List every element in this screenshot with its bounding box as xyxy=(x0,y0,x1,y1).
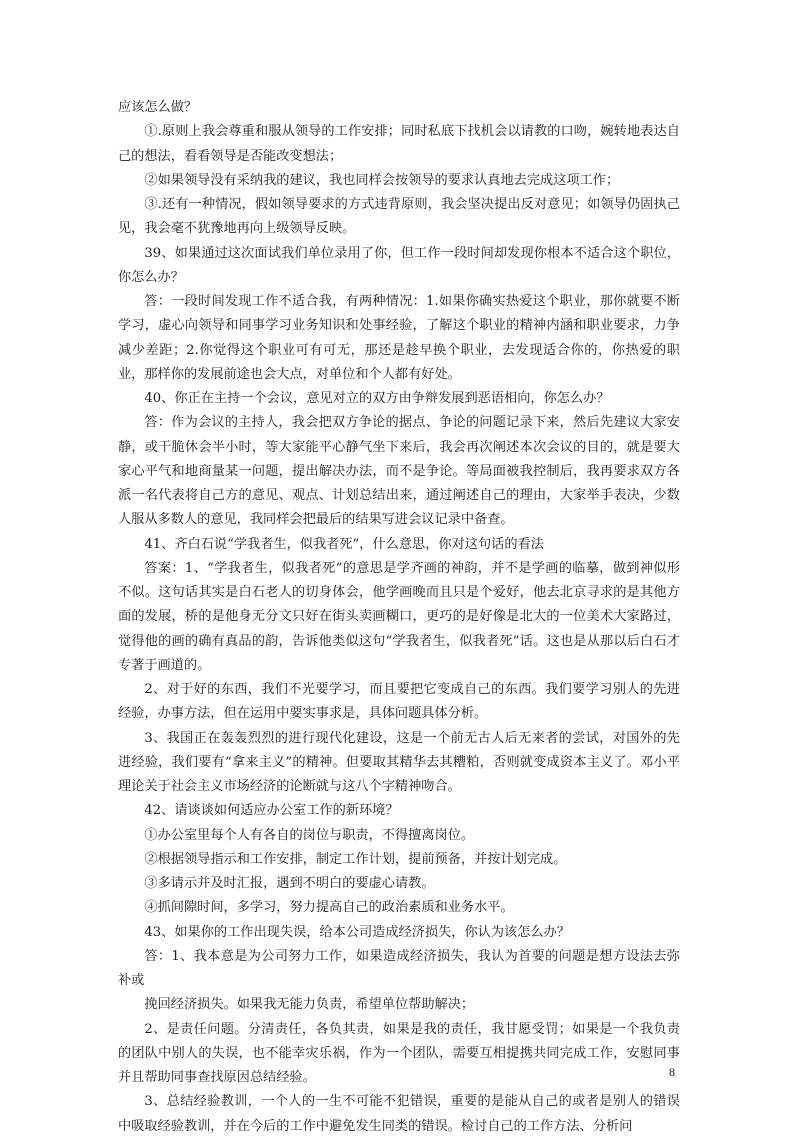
page-number: 8 xyxy=(669,1065,675,1079)
paragraph: 答：作为会议的主持人，我会把双方争论的据点、争论的问题记录下来，然后先建议大家安静，或干脆休会半小时，等大家能平心静气坐下来后，我会再次阐述本次会议的目的，就是要大家心平气和地商量某一问题，提出解决办法，而不是争论。等局面被我控制后，我再要求双方各派一名代表将自己方的意见、观点、计划总结出来，通过阐述自己的理由，大家举手表决，少数人服从多数人的意见，我同样会把最后的结果写进会议记录中备查。 xyxy=(118,415,680,528)
paragraph: 3、我国正在轰轰烈烈的进行现代化建设，这是一个前无古人后无来者的尝试，对国外的先进经验，我们要有“拿来主义”的精神。但要取其精华去其糟粕，否则就变成资本主义了。邓小平理论关于社会主义市场经济的论断就与这八个字精神吻合。 xyxy=(118,730,680,794)
paragraph: 挽回经济损失。如果我无能力负责，希望单位帮助解决； xyxy=(144,997,475,1013)
list-item: ④抓间隙时间，多学习，努力提高自己的政治素质和业务水平。 xyxy=(144,900,514,916)
paragraph: ①.原则上我会尊重和服从领导的工作安排；同时私底下找机会以请教的口吻，婉转地表达自己的想法，看看领导是否能改变想法； xyxy=(118,124,680,164)
paragraph: ②如果领导没有采纳我的建议，我也同样会按领导的要求认真地去完成这项工作； xyxy=(144,172,620,188)
paragraph: 2、对于好的东西，我们不光要学习，而且要把它变成自己的东西。我们要学习别人的先进经验，办事方法，但在运用中要实事求是，具体问题具体分析。 xyxy=(118,682,680,722)
list-item: ③多请示并及时汇报，遇到不明白的要虚心请教。 xyxy=(144,876,435,891)
paragraph: 答案：1、“学我者生，似我者死”的意思是学齐画的神韵，并不是学画的临摹，做到神似形不似。这句话其实是白石老人的切身体会，他学画晚而且只是个爱好，他去北京寻求的是其他方面的发展，桥的是他身无分文只好在街头卖画糊口，更巧的是好像是北大的一位美术大家路过，觉得他的画的确有真品的韵，告诉他类似这句“学我者生，似我者死”话。这也是从那以后白石才专著于画道的。 xyxy=(118,560,680,673)
paragraph: 2、是责任问题。分清责任，各负其责，如果是我的责任，我甘愿受罚；如果是一个我负责的团队中别人的失误，也不能幸灾乐祸，作为一个团队，需要互相提携共同完成工作，安慰同事并且帮助同事查找原因总结经验。 xyxy=(118,1021,680,1085)
question-heading: 41、齐白石说“学我者生，似我者死”，什么意思，你对这句话的看法 xyxy=(144,536,544,552)
paragraph: 应该怎么做？ xyxy=(118,100,198,115)
paragraph: 答：一段时间发现工作不适合我，有两种情况：1.如果你确实热爱这个职业，那你就要不断学习，虚心向领导和同事学习业务知识和处事经验，了解这个职业的精神内涵和职业要求，力争减少差距；2.你觉得这个职业可有可无，那还是趁早换个职业，去发现适合你的，你热爱的职业，那样你的发展前途也会大点，对单位和个人都有好处。 xyxy=(118,294,680,382)
list-item: ②根据领导指示和工作安排，制定工作计划，提前预备，并按计划完成。 xyxy=(144,851,567,867)
question-heading: 40、你正在主持一个会议，意见对立的双方由争辩发展到恶语相向，你怎么办？ xyxy=(144,391,610,406)
document-body xyxy=(118,96,680,1139)
question-heading: 42、请谈谈如何适应办公室工作的新环境？ xyxy=(144,803,399,819)
paragraph: 3、总结经验教训，一个人的一生不可能不犯错误，重要的是能从自己的或者是别人的错误中吸取经验教训，并在今后的工作中避免发生同类的错误。检讨自己的工作方法、分析问 xyxy=(118,1094,680,1134)
question-heading: 43、如果你的工作出现失误，给本公司造成经济损失，你认为该怎么办？ xyxy=(144,924,570,940)
question-heading: 39、如果通过这次面试我们单位录用了你，但工作一段时间却发现你根本不适合这个职位，你怎么办？ xyxy=(118,245,680,285)
paragraph: 答：1、我本意是为公司努力工作，如果造成经济损失，我认为首要的问题是想方设法去弥补或 xyxy=(118,948,680,988)
paragraph: ③.还有一种情况，假如领导要求的方式违背原则，我会坚决提出反对意见；如领导仍固执己见，我会毫不犹豫地再向上级领导反映。 xyxy=(118,197,680,237)
list-item: ①办公室里每个人有各自的岗位与职责，不得擅离岗位。 xyxy=(144,827,475,843)
